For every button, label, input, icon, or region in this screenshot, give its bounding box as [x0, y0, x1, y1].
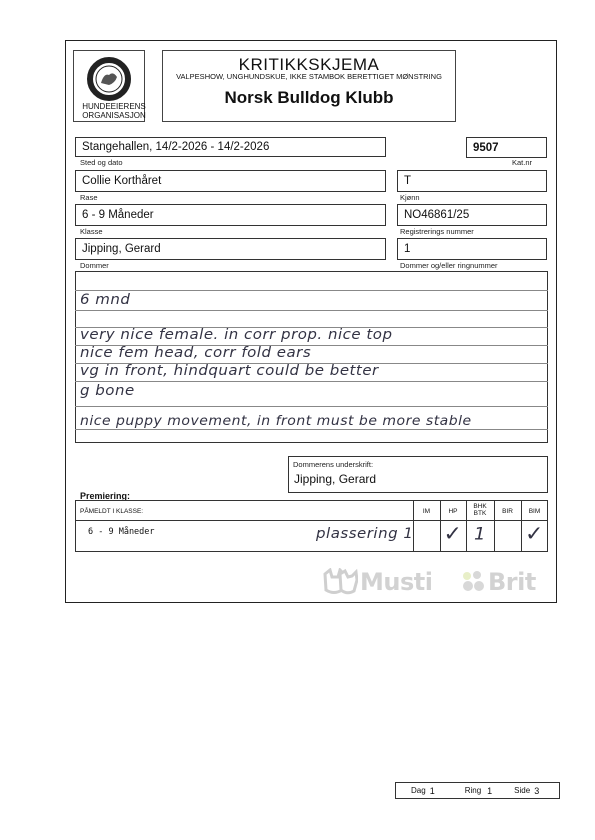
judge-field — [75, 238, 386, 260]
paw-icon — [460, 568, 486, 596]
col-bhk-line2: BTK — [473, 510, 487, 517]
org-label — [76, 102, 152, 120]
class-entered-value: 6 - 9 Måneder — [88, 527, 155, 537]
side-value: 3 — [534, 785, 540, 796]
class-value: 6 - 9 Måneder — [82, 209, 154, 221]
org-label-line2: ORGANISASJON — [82, 111, 146, 120]
critique-line: nice puppy movement, in front must be more stable — [80, 413, 472, 429]
col-hp: HP — [448, 508, 458, 515]
club-name: Norsk Bulldog Klubb — [224, 88, 394, 107]
reg-nr-value: NO46861/25 — [404, 209, 470, 221]
sponsor-musti — [322, 568, 432, 596]
cat-dog-faces-icon — [322, 568, 358, 596]
ring-nr-label: Dommer og/eller ringnummer — [400, 261, 498, 270]
col-bhk-line1: BHK — [473, 503, 487, 510]
sex-field — [397, 170, 547, 192]
bim-value: ✓ — [525, 522, 544, 547]
sponsor-brit — [460, 568, 536, 596]
class-field — [75, 204, 386, 226]
dag-label: Dag — [411, 786, 426, 795]
ruled-line — [75, 381, 548, 382]
col-bim: BIM — [528, 508, 541, 515]
cat-nr-field — [466, 137, 547, 158]
critique-line: 6 mnd — [80, 290, 131, 308]
location-date-label: Sted og dato — [80, 158, 123, 167]
class-label: Klasse — [80, 227, 103, 236]
hp-value: ✓ — [443, 522, 463, 547]
breed-label: Rase — [80, 193, 98, 202]
brit-logo-text: Brit — [488, 568, 536, 596]
signature-name: Jipping, Gerard — [294, 472, 377, 486]
ruled-line — [75, 290, 548, 291]
org-label-line1: HUNDEEIERENS — [82, 102, 146, 111]
critique-line: nice fem head, corr fold ears — [80, 343, 312, 361]
form-title: KRITIKKSKJEMA — [238, 55, 380, 74]
page-info-box — [395, 782, 560, 799]
ruled-line — [75, 429, 548, 430]
bhk-value: 1 — [474, 524, 486, 545]
placement-value: plassering 1 — [316, 524, 414, 542]
musti-logo-text: Musti — [360, 568, 433, 596]
ruled-line — [75, 310, 548, 311]
signature-label: Dommerens underskrift: — [293, 460, 374, 469]
ruled-line — [75, 406, 548, 407]
sex-value: T — [404, 175, 412, 187]
ring-nr-field — [397, 238, 547, 260]
premiering-header-divider — [75, 520, 548, 521]
breed-value: Collie Korthåret — [82, 175, 162, 187]
cat-nr-label: Kat.nr — [511, 158, 532, 167]
critique-line: very nice female. in corr prop. nice top — [80, 325, 393, 343]
breed-field — [75, 170, 386, 192]
sex-label: Kjønn — [400, 193, 420, 202]
col-im: IM — [422, 508, 431, 515]
judge-value: Jipping, Gerard — [82, 243, 161, 255]
cat-nr-value: 9507 — [473, 141, 499, 154]
dag-value: 1 — [429, 785, 435, 796]
col-bhk — [466, 503, 494, 517]
form-subtitle: VALPESHOW, UNGHUNDSKUE, IKKE STAMBOK BERETTIGET MØNSTRING — [176, 72, 442, 81]
col-bir: BIR — [502, 508, 513, 515]
side-label: Side — [514, 786, 531, 795]
ring-value: 1 — [487, 785, 493, 796]
location-date-field — [75, 137, 386, 157]
critique-line: vg in front, hindquart could be better — [80, 361, 379, 379]
ring-nr-value: 1 — [404, 243, 411, 255]
location-date-value: Stangehallen, 14/2-2026 - 14/2-2026 — [82, 141, 270, 153]
class-header: PÅMELDT I KLASSE: — [80, 508, 144, 515]
judge-label: Dommer — [80, 261, 109, 270]
critique-line: g bone — [80, 381, 135, 399]
premiering-heading: Premiering: — [80, 491, 131, 501]
reg-nr-label: Registrerings nummer — [400, 227, 474, 236]
ring-label: Ring — [464, 786, 482, 795]
reg-nr-field — [397, 204, 547, 226]
